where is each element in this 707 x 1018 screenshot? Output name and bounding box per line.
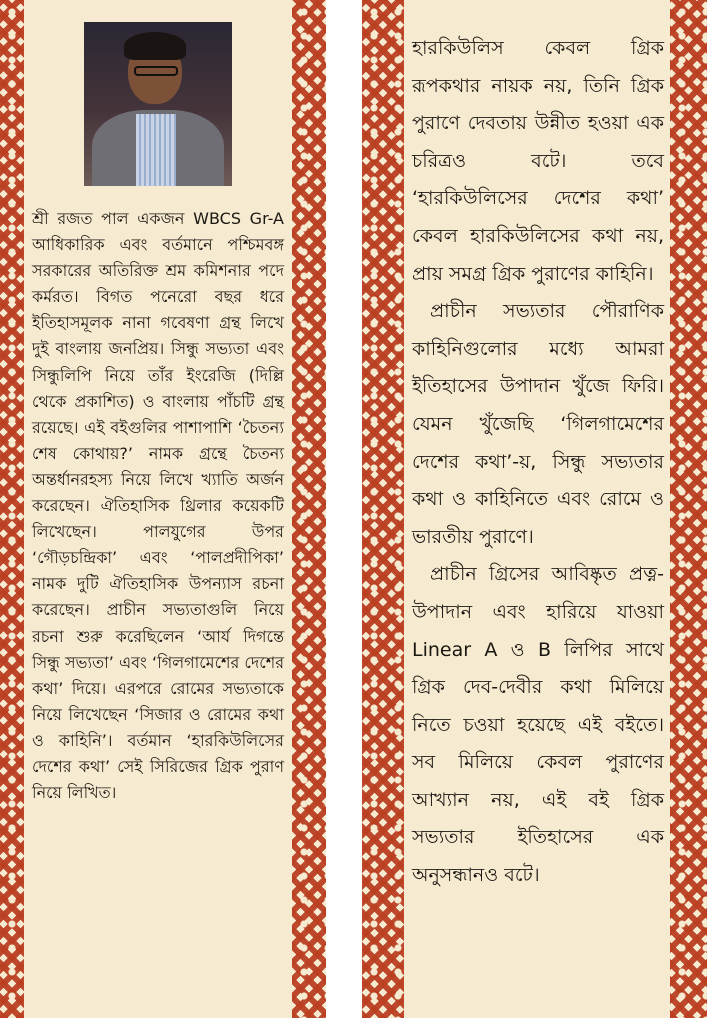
portrait-shirt [136, 114, 176, 186]
right-flap-inner-border [362, 0, 404, 1018]
author-bio: শ্রী রজত পাল একজন WBCS Gr-A আধিকারিক এবং বর্তমানে পশ্চিমবঙ্গ সরকারের অতিরিক্ত শ্রম কমিশনার পদে কর্মরত। বিগত পনেরো বছর ধরে ইতিহাসমূলক নানা গবেষণা গ্রন্থ লিখে দুই বাংলায় জনপ্রিয়। সিন্ধু সভ্যতা এবং সিন্ধুলিপি নিয়ে তাঁর ইংরেজি (দিল্লি থেকে প্রকাশিত) ও বাংলায় পাঁচটি গ্রন্থ রয়েছে। এই বইগুলির পাশাপাশি ‘চৈতন্য শেষ কোথায়?’ নামক গ্রন্থে চৈতন্য অন্তর্ধানরহস্য নিয়ে লিখে খ্যাতি অর্জন করেছেন। ঐতিহাসিক থ্রিলার কয়েকটি লিখেছেন। পালযুগের উপর ‘গৌড়চন্দ্রিকা’ এবং ‘পালপ্রদীপিকা’ নামক দুটি ঐতিহাসিক উপন্যাস রচনা করেছেন। প্রাচীন সভ্যতাগুলি নিয়ে রচনা শুরু করেছিলেন ‘আর্য দিগন্তে সিন্ধু সভ্যতা’ এবং ‘গিলগামেশের দেশের কথা’ দিয়ে। এরপরে রোমের সভ্যতাকে নিয়ে লিখেছেন ‘সিজার ও রোমের কথা ও কাহিনি’। বর্তমান ‘হারকিউলিসের দেশের কথা’ সেই সিরিজের গ্রিক পুরাণ নিয়ে লিখিত। [32, 209, 284, 803]
blurb-paragraph-3: প্রাচীন গ্রিসের আবিষ্কৃত প্রত্ন-উপাদান এবং হারিয়ে যাওয়া Linear A ও B লিপির সাথে গ্রিক দেব-দেবীর কথা মিলিয়ে নিতে চওয়া হয়েছে এই বইতে। সব মিলিয়ে কেবল পুরাণের আখ্যান নয়, এই বই গ্রিক সভ্যতার ইতিহাসের এক অনুসন্ধানও বটে। [412, 563, 664, 887]
right-flap-outer-border [670, 0, 707, 1018]
book-blurb [412, 30, 664, 895]
left-flap-outer-border [0, 0, 24, 1018]
left-flap-inner-border [292, 0, 326, 1018]
blurb-paragraph-1: হারকিউলিস কেবল গ্রিক রূপকথার নায়ক নয়, তিনি গ্রিক পুরাণে দেবতায় উন্নীত হওয়া এক চরিত্রও বটে। তবে ‘হারকিউলিসের দেশের কথা’ কেবল হারকিউলিসের কথা নয়, প্রায় সমগ্র গ্রিক পুরাণের কাহিনি। [412, 37, 664, 285]
blurb-paragraph-2: প্রাচীন সভ্যতার পৌরাণিক কাহিনিগুলোর মধ্যে আমরা ইতিহাসের উপাদান খুঁজে ফিরি। যেমন খুঁজেছি ‘গিলগামেশের দেশের কথা’-য়, সিন্ধু সভ্যতার কথা ও কাহিনিতে এবং রোমে ও ভারতীয় পুরাণে। [412, 300, 664, 548]
portrait-glasses [134, 66, 178, 76]
portrait-hair [124, 32, 186, 60]
author-portrait-icon [84, 22, 232, 186]
